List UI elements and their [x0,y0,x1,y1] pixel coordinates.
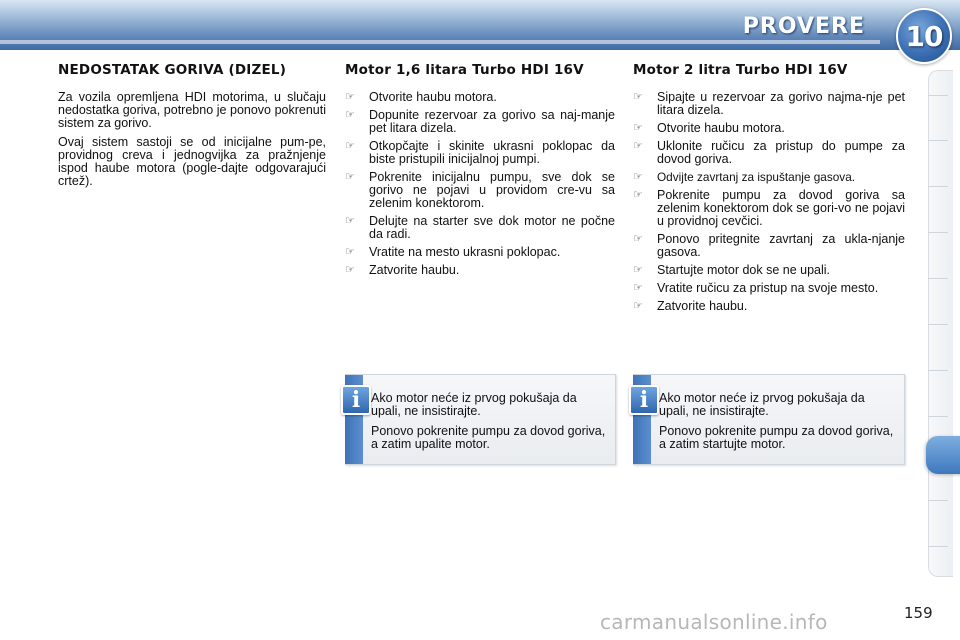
info-paragraph: Ako motor neće iz prvog pokušaja da upali, ne insistirajte. [371,391,577,418]
tab-divider [928,95,948,96]
info-paragraph: Ponovo pokrenite pumpu za dovod goriva, a zatim startujte motor. [659,424,894,451]
step-text: Otvorite haubu motora. [657,121,785,135]
pointing-hand-icon: ☞ [345,264,355,276]
list-item [633,122,905,135]
step-text: Uklonite ručicu za pristup do pumpe za dovod goriva. [657,139,905,166]
step-text: Zatvorite haubu. [369,263,460,277]
info-paragraph: Ponovo pokrenite pumpu za dovod goriva, a zatim upalite motor. [371,424,606,451]
section-heading: NEDOSTATAK GORIVA (DIZEL) [58,62,287,78]
page-number: 159 [904,604,933,622]
watermark: carmanualsonline.info [600,610,828,634]
list-item [633,189,905,228]
list-item [345,140,615,166]
list-item [633,300,905,313]
list-item [345,264,615,277]
chapter-tab-active[interactable] [926,436,960,474]
list-item [633,282,905,295]
pointing-hand-icon: ☞ [345,91,355,103]
chapter-number: 10 [905,19,943,53]
list-item [633,233,905,259]
tab-divider [928,140,948,141]
info-box-engine-16 [345,374,616,465]
info-text [659,392,896,458]
step-text: Ponovo pritegnite zavrtanj za ukla-njanje gasova. [657,232,905,259]
pointing-hand-icon: ☞ [633,91,643,103]
info-icon: i [629,385,659,415]
step-text: Vratite na mesto ukrasni poklopac. [369,245,561,259]
chapter-title: PROVERE [742,14,865,39]
list-item [633,140,905,166]
step-text: Startujte motor dok se ne upali. [657,263,831,277]
list-item [345,171,615,210]
chapter-badge [896,8,952,64]
tab-divider [928,324,948,325]
list-item [345,246,615,259]
tab-divider [928,546,948,547]
info-icon: i [341,385,371,415]
step-text: Otkopčajte i skinite ukrasni poklopac da biste pristupili inicijalnoj pumpi. [369,139,615,166]
tab-divider [928,416,948,417]
engine-20-section [633,62,905,318]
info-text [371,392,607,458]
list-item [633,91,905,117]
pointing-hand-icon: ☞ [345,215,355,227]
section-heading: Motor 2 litra Turbo HDI 16V [633,62,848,78]
section-heading: Motor 1,6 litara Turbo HDI 16V [345,62,584,78]
pointing-hand-icon: ☞ [345,140,355,152]
tab-divider [928,278,948,279]
list-item [345,91,615,104]
pointing-hand-icon: ☞ [633,189,643,201]
list-item [345,109,615,135]
tab-divider [928,370,948,371]
pointing-hand-icon: ☞ [633,282,643,294]
step-text: Pokrenite inicijalnu pumpu, sve dok se gorivo ne pojavi u providom cre-vu sa zelenim konektorom. [369,170,615,210]
step-text: Zatvorite haubu. [657,299,748,313]
pointing-hand-icon: ☞ [633,140,643,152]
tab-divider [928,232,948,233]
header-stripe [0,40,880,44]
pointing-hand-icon: ☞ [633,300,643,312]
step-text: Odvijte zavrtanj za ispuštanje gasova. [657,170,856,184]
engine-16-section [345,62,615,282]
tab-divider [928,500,948,501]
pointing-hand-icon: ☞ [633,233,643,245]
step-text: Delujte na starter sve dok motor ne počne da radi. [369,214,615,241]
page-header [0,0,960,50]
pointing-hand-icon: ☞ [345,171,355,183]
pointing-hand-icon: ☞ [633,264,643,276]
pointing-hand-icon: ☞ [633,122,643,134]
step-text: Sipajte u rezervoar za gorivo najma-nje pet litara dizela. [657,90,905,117]
step-text: Dopunite rezervoar za gorivo sa naj-manje pet litara dizela. [369,108,615,135]
pointing-hand-icon: ☞ [345,246,355,258]
fuel-shortage-section [58,62,326,194]
intro-paragraph: Za vozila opremljena HDI motorima, u slučaju nedostatka goriva, potrebno je ponovo pokrenuti sistem za gorivo. [58,90,326,130]
tab-divider [928,186,948,187]
step-list [345,91,615,277]
step-list [633,91,905,313]
step-text: Otvorite haubu motora. [369,90,497,104]
pointing-hand-icon: ☞ [633,171,643,183]
step-text: Vratite ručicu za pristup na svoje mesto. [657,281,879,295]
intro-paragraph: Ovaj sistem sastoji se od inicijalne pum-pe, providnog creva i jednogvijka za pražnjenje ispod haube motora (pogle-dajte odgovarajući crtež). [58,135,326,188]
list-item [633,264,905,277]
info-box-engine-20 [633,374,905,465]
info-paragraph: Ako motor neće iz prvog pokušaja da upali, ne insistirajte. [659,391,865,418]
list-item [345,215,615,241]
list-item [633,171,905,184]
step-text: Pokrenite pumpu za dovod goriva sa zelenim konektorom dok se gori-vo ne pojavi u providnoj cevčici. [657,188,905,228]
pointing-hand-icon: ☞ [345,109,355,121]
